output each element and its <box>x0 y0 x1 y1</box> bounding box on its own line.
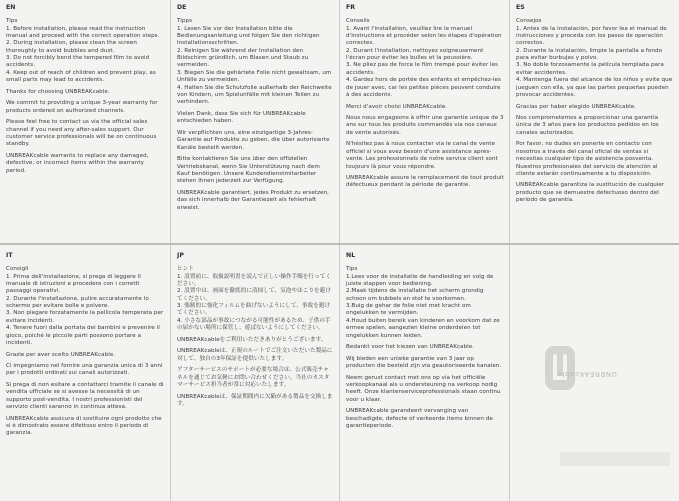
paragraph: Nous nous engageons à offrir une garantie unique de 3 ans sur tous les produits commandés via nos canaux de vente autorisés. <box>346 115 504 136</box>
language-heading: IT <box>6 252 13 259</box>
panel-body <box>516 18 674 204</box>
paragraph: 1. Lesen Sie vor der Installation bitte die Bedienungsanleitung und folgen Sie den richtigen Installationsschritten. 2. Reinigen Sie während der Installation den Bildschirm gründlich, um Blasen und Staub zu vermeiden. 3. Biegen Sie die gehärtete Folie nicht gewaltsam, um Unfälle zu vermeiden. 4. Halten Sie die Schutzfolie außerhalb der Reichweite von Kindern, um Spielunfälle mit kleinen Teilen zu verhindern. <box>177 25 332 106</box>
fold-line-horizontal <box>0 243 679 245</box>
paragraph: UNBREAKcable garantiza la sustitución de cualquier producto que se demuestre defectuoso dentro del periodo de garantía. <box>516 182 665 204</box>
language-heading: ES <box>516 4 525 11</box>
paragraph: UNBREAKcableは、正規のルートでご注文いただいた製品に対して、独自の3年保証を提供いたします。 <box>177 348 333 362</box>
paragraph: UNBREAKcable assicura di sostituire ogni prodotto che si è dimostrato essere difettoso entro il periodo di garanzia. <box>6 415 162 437</box>
paragraph: Ci impegniamo nel fornire una garanzia unica di 3 anni per i prodotti ordinati sui canali autorizzati. <box>6 363 163 377</box>
panel-it <box>6 252 164 498</box>
paragraph: Wir verpflichten uns, eine einzigartige 3-Jahres-Garantie auf Produkte zu geben, die über autorisierte Kanäle bestellt werden. <box>177 129 330 151</box>
panel-de <box>177 4 333 240</box>
panel-body <box>177 18 333 212</box>
panel-body <box>346 266 504 430</box>
paragraph: We commit to providing a unique 3-year warranty for products ordered on authorized channels. <box>6 100 158 114</box>
faint-strip <box>560 452 670 466</box>
fold-line-vertical <box>170 0 171 501</box>
paragraph: Vielen Dank, dass Sie sich für UNBREAKcable entschieden haben. <box>177 110 306 125</box>
tips-title: Tipps <box>177 18 193 25</box>
paragraph: Grazie per aver scelto UNBREAKcable. <box>6 351 116 358</box>
panel-body <box>177 266 333 408</box>
panel-body <box>6 266 164 438</box>
paragraph: 1. Before installation, please read the instruction manual and proceed with the correct operation steps. 2. During installation, please clean the screen thoroughly to avoid bubbles and dust. 3. Do not forcibly bend the tempered film to avoid accidents. 4. Keep out of reach of children and prevent play, as small parts may lead to accidents. <box>6 25 160 84</box>
paragraph: Bitte kontaktieren Sie uns über den offiziellen Vertriebskanal, wenn Sie Unterstützung nach dem Kauf benötigen. Unsere Kundendienstmitarbeiter stehen Ihnen jederzeit zur Verfügung. <box>177 156 320 185</box>
paragraph: Neem gerust contact met ons op via het officiële verkoopkanaal als u ondersteuning na verkoop nodig heeft. Onze klantenserviceprofessionals staan continu voor u klaar. <box>346 374 501 403</box>
language-heading: EN <box>6 4 16 11</box>
paragraph: UNBREAKcableは、保証期間内に欠陥がある製品を交換します。 <box>177 393 333 407</box>
paragraph: Please feel free to contact us via the official sales channel if you need any after-sales support. Our customer service professionals will be on continuous standby. <box>6 119 157 148</box>
tips-title: Conseils <box>346 18 370 25</box>
paragraph: UNBREAKcable assure le remplacement de tout produit défectueux pendant la période de garantie. <box>346 175 504 189</box>
tips-title: Consejos <box>516 18 542 25</box>
language-heading: JP <box>177 252 184 259</box>
paragraph: UNBREAKcable garantiert, jedes Produkt zu ersetzen, das sich innerhalb der Garantiezeit als fehlerhaft erweist. <box>177 189 330 211</box>
panel-es <box>516 4 674 240</box>
tips-title: Tips <box>346 266 358 273</box>
language-heading: DE <box>177 4 187 11</box>
paragraph: UNBREAKcableをご利用いただきありがとうございます。 <box>177 336 327 343</box>
paragraph: UNBREAKcable warrants to replace any damaged, defective, or incorrect items within the warranty period. <box>6 152 149 174</box>
tips-title: Tips <box>6 18 18 25</box>
panel-body <box>346 18 504 190</box>
paragraph: Si prega di non esitare a contattarci tramite il canale di vendita ufficiale se si avesse la necessità di un supporto post-vendita. I nostri professionisti del servizio clienti saranno in continua attesa. <box>6 382 164 411</box>
paragraph: Gracias por haber elegido UNBREAKcable. <box>516 103 637 110</box>
paragraph: アフターサービスのサポートが必要な場合は、公式販売チャネルを通じてお気軽にお問い合わせください。当社のカスタマーサービス担当者が常に対応いたします。 <box>177 367 330 388</box>
paragraph: UNBREAKcable garandeert vervanging van beschadigde, defecte of verkeerde items binnen de garantieperiode. <box>346 408 493 430</box>
paragraph: Merci d'avoir choisi UNBREAKcable. <box>346 103 448 110</box>
fold-line-vertical <box>509 0 510 501</box>
paragraph: N'hésitez pas à nous contacter via le canal de vente officiel si vous avez besoin d'une assistance après-vente. Les professionnels de notre service client sont toujours là pour vous répondre. <box>346 141 498 170</box>
paragraph: Thanks for choosing UNBREAKcable. <box>6 88 110 95</box>
panel-fr <box>346 4 504 240</box>
paragraph: 1. Antes de la instalación, por favor lea el manual de instrucciones y proceda con los pasos de operación correctos. 2. Durante la instalación, limpie la pantalla a fondo para evitar burbujas y polvo. 3. No doble forzosamente la película templada para evitar accidentes. 4. Mantenga fuera del alcance de los niños y evite que jueguen con ella, ya que las partes pequeñas pueden provocar accidentes. <box>516 25 673 98</box>
brand-logo-area <box>545 300 679 501</box>
tips-title: Consigli <box>6 266 29 273</box>
panel-jp <box>177 252 333 498</box>
panel-nl <box>346 252 504 498</box>
paragraph: 1. Avant l'installation, veuillez lire le manuel d'instructions et procéder selon les étapes d'opération correctes. 2. Durant l'installation, nettoyez soigneusement l'écran pour éviter les bulles et la poussière. 3. Ne pliez pas de force le film trempé pour éviter les accidents. 4. Gardez hors de portée des enfants et empêchez-les de jouer avec, car les petites pièces peuvent conduire à des accidents. <box>346 25 502 98</box>
brand-logo-text: UNBREAKcable <box>557 370 617 378</box>
paragraph: 1. Prima dell'installazione, si prega di leggere il manuale di istruzioni e procedere con i corretti passaggi operativi. 2. Durante l'installazione, pulire accuratamente lo schermo per evitare bolle e polvere. 3. Non piegare forzatamente la pellicola temperata per evitare incidenti. 4. Tenere fuori dalla portata dei bambini e prevenire il gioco, poiché le piccole parti possono portare a incidenti. <box>6 273 164 346</box>
paragraph: 1.Lees voor de installatie de handleiding en volg de juiste stappen voor bediening. 2.Maak tijdens de installatie het scherm grondig schoon om bubbels en stof te voorkomen. 3.Buig de gehar de folie niet met kracht om ongelukken te vermijden. 4.Houd buiten bereik van kinderen en voorkom dat ze ermee spelen, aangezien kleine onderdelen tot ongelukken kunnen leiden. <box>346 273 500 339</box>
tips-title: ヒント <box>177 266 194 273</box>
paragraph: Bedankt voor het kiezen van UNBREAKcable. <box>346 344 475 351</box>
panel-en <box>6 4 164 240</box>
panel-body <box>6 18 164 175</box>
language-heading: NL <box>346 252 356 259</box>
fold-line-vertical <box>339 0 340 501</box>
paragraph: Nos comprometemos a proporcionar una garantía única de 3 años para los productos pedidos en los canales autorizados. <box>516 115 659 136</box>
paragraph: 1. 設置前に、取扱説明書を読んで正しい操作手順を行ってください。 2. 設置中は、画面を徹底的に清掃して、気泡やほこりを避けてください。 3. 強制的に強化フィルムを曲げないようにして、事故を避けてください。 4. 小さな部品が事故につながる可能性があるため、子供の手の届かない場所に保管し、遊ばないようにしてください。 <box>177 273 332 332</box>
paragraph: Wij bieden een unieke garantie van 3 jaar op producten die besteld zijn via geautoriseerde kanalen. <box>346 355 502 370</box>
language-heading: FR <box>346 4 356 11</box>
paragraph: Por favor, no dudes en ponerte en contacto con nosotros a través del canal oficial de ventas si necesitas cualquier tipo de asistencia posventa. Nuestros profesionales del servicio de atención al cliente estarán continuamente a tu disposición. <box>516 141 658 177</box>
